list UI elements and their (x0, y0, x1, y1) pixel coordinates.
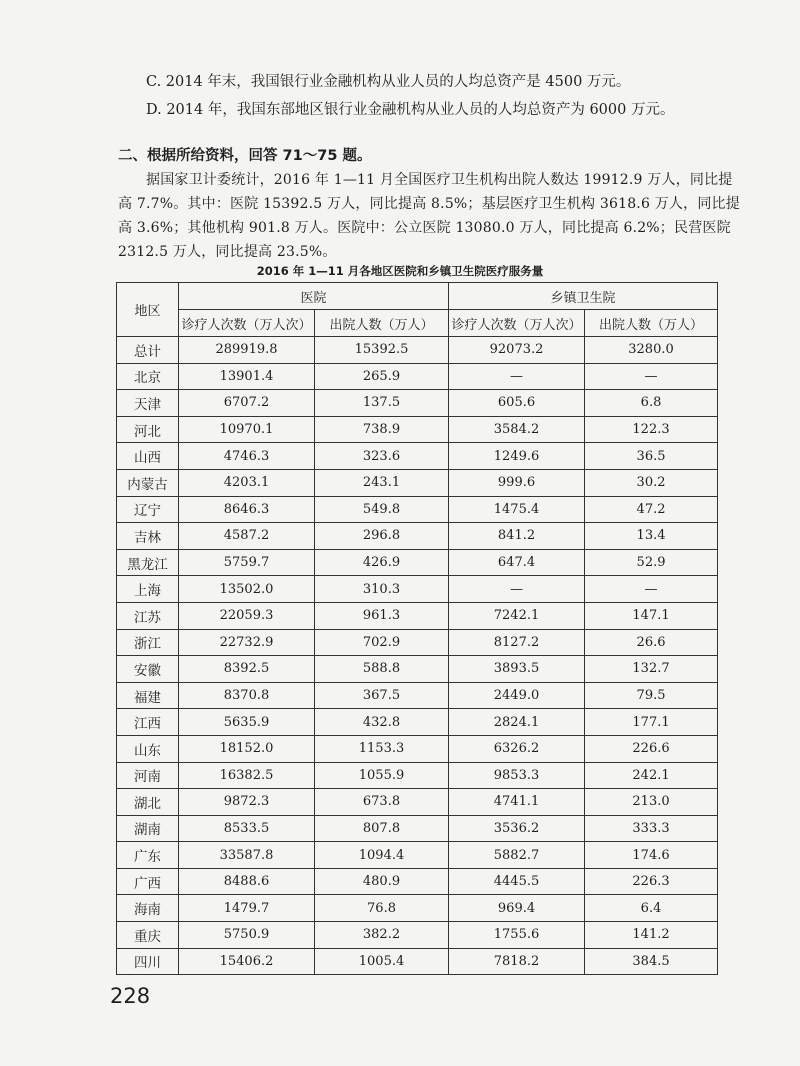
value-cell: 5750.9 (179, 922, 315, 949)
table-row (117, 735, 718, 762)
option-c: C. 2014 年末，我国银行业金融机构从业人员的人均总资产是 4500 万元。 (146, 74, 631, 90)
value-cell: 47.2 (585, 496, 718, 523)
value-cell: 807.8 (315, 815, 449, 842)
table-row (117, 602, 718, 629)
table-row (117, 842, 718, 869)
value-cell: 6707.2 (179, 390, 315, 417)
option-d: D. 2014 年，我国东部地区银行业金融机构从业人员的人均总资产为 6000 万元。 (146, 102, 675, 118)
value-cell: 3584.2 (449, 416, 585, 443)
page-number: 228 (110, 984, 151, 1008)
value-cell: 174.6 (585, 842, 718, 869)
value-cell: 969.4 (449, 895, 585, 922)
value-cell: 122.3 (585, 416, 718, 443)
table-row (117, 762, 718, 789)
value-cell: 289919.8 (179, 337, 315, 364)
value-cell: — (449, 576, 585, 603)
value-cell: 26.6 (585, 629, 718, 656)
value-cell: — (585, 576, 718, 603)
value-cell: — (585, 363, 718, 390)
table-row (117, 496, 718, 523)
value-cell: 16382.5 (179, 762, 315, 789)
value-cell: 33587.8 (179, 842, 315, 869)
table-row (117, 682, 718, 709)
value-cell: 1475.4 (449, 496, 585, 523)
value-cell: 8370.8 (179, 682, 315, 709)
region-cell: 辽宁 (117, 496, 179, 523)
table-body (117, 337, 718, 975)
value-cell: 4445.5 (449, 868, 585, 895)
value-cell: 243.1 (315, 469, 449, 496)
value-cell: 147.1 (585, 602, 718, 629)
table-row (117, 922, 718, 949)
table-row (117, 523, 718, 550)
value-cell: 6.4 (585, 895, 718, 922)
value-cell: 7242.1 (449, 602, 585, 629)
region-cell: 吉林 (117, 523, 179, 550)
value-cell: 4741.1 (449, 789, 585, 816)
table-row (117, 948, 718, 975)
medical-service-table (116, 282, 718, 975)
value-cell: 4203.1 (179, 469, 315, 496)
region-cell: 安徽 (117, 656, 179, 683)
value-cell: 5635.9 (179, 709, 315, 736)
township-group-header: 乡镇卫生院 (449, 283, 718, 310)
value-cell: 647.4 (449, 549, 585, 576)
value-cell: 9853.3 (449, 762, 585, 789)
value-cell: 673.8 (315, 789, 449, 816)
value-cell: 79.5 (585, 682, 718, 709)
value-cell: 13.4 (585, 523, 718, 550)
region-cell: 河北 (117, 416, 179, 443)
value-cell: 4746.3 (179, 443, 315, 470)
value-cell: 367.5 (315, 682, 449, 709)
column-header: 诊疗人次数（万人次） (449, 310, 585, 337)
value-cell: 999.6 (449, 469, 585, 496)
value-cell: 137.5 (315, 390, 449, 417)
region-cell: 山西 (117, 443, 179, 470)
value-cell: 310.3 (315, 576, 449, 603)
value-cell: 961.3 (315, 602, 449, 629)
value-cell: 5882.7 (449, 842, 585, 869)
region-header: 地区 (117, 283, 179, 337)
value-cell: 384.5 (585, 948, 718, 975)
value-cell: 296.8 (315, 523, 449, 550)
value-cell: 177.1 (585, 709, 718, 736)
value-cell: 8127.2 (449, 629, 585, 656)
value-cell: 382.2 (315, 922, 449, 949)
value-cell: 841.2 (449, 523, 585, 550)
value-cell: 242.1 (585, 762, 718, 789)
region-cell: 湖南 (117, 815, 179, 842)
paragraph-line: 高 7.7%。其中：医院 15392.5 万人，同比提高 8.5%；基层医疗卫生机构 3618.6 万人，同比提 (118, 196, 740, 212)
value-cell: 1094.4 (315, 842, 449, 869)
value-cell: 605.6 (449, 390, 585, 417)
region-cell: 广西 (117, 868, 179, 895)
region-cell: 河南 (117, 762, 179, 789)
value-cell: 323.6 (315, 443, 449, 470)
hospital-group-header: 医院 (179, 283, 449, 310)
value-cell: 15406.2 (179, 948, 315, 975)
value-cell: 2449.0 (449, 682, 585, 709)
region-cell: 总计 (117, 337, 179, 364)
value-cell: 22059.3 (179, 602, 315, 629)
table-row (117, 895, 718, 922)
table-row (117, 363, 718, 390)
value-cell: 3536.2 (449, 815, 585, 842)
value-cell: 141.2 (585, 922, 718, 949)
region-cell: 北京 (117, 363, 179, 390)
value-cell: 549.8 (315, 496, 449, 523)
region-cell: 内蒙古 (117, 469, 179, 496)
column-header: 出院人数（万人） (315, 310, 449, 337)
table-row (117, 337, 718, 364)
table-title: 2016 年 1—11 月各地区医院和乡镇卫生院医疗服务量 (256, 264, 544, 278)
region-cell: 江西 (117, 709, 179, 736)
region-cell: 山东 (117, 735, 179, 762)
region-cell: 浙江 (117, 629, 179, 656)
table-row (117, 549, 718, 576)
value-cell: 226.3 (585, 868, 718, 895)
value-cell: 8533.5 (179, 815, 315, 842)
table-row (117, 709, 718, 736)
region-cell: 江苏 (117, 602, 179, 629)
section-heading: 二、根据所给资料，回答 71～75 题。 (118, 148, 372, 164)
table-row (117, 390, 718, 417)
value-cell: 3893.5 (449, 656, 585, 683)
region-cell: 福建 (117, 682, 179, 709)
paragraph-line: 高 3.6%；其他机构 901.8 万人。医院中：公立医院 13080.0 万人，同比提高 6.2%；民营医院 (118, 220, 731, 236)
value-cell: 702.9 (315, 629, 449, 656)
value-cell: — (449, 363, 585, 390)
value-cell: 18152.0 (179, 735, 315, 762)
value-cell: 22732.9 (179, 629, 315, 656)
value-cell: 6326.2 (449, 735, 585, 762)
value-cell: 333.3 (585, 815, 718, 842)
table-row (117, 629, 718, 656)
value-cell: 588.8 (315, 656, 449, 683)
table-row (117, 469, 718, 496)
value-cell: 432.8 (315, 709, 449, 736)
value-cell: 13502.0 (179, 576, 315, 603)
paragraph-line: 据国家卫计委统计，2016 年 1—11 月全国医疗卫生机构出院人数达 19912.9 万人，同比提 (146, 172, 733, 188)
value-cell: 92073.2 (449, 337, 585, 364)
table-row (117, 443, 718, 470)
value-cell: 6.8 (585, 390, 718, 417)
value-cell: 76.8 (315, 895, 449, 922)
value-cell: 5759.7 (179, 549, 315, 576)
value-cell: 30.2 (585, 469, 718, 496)
table-row (117, 416, 718, 443)
region-cell: 上海 (117, 576, 179, 603)
region-cell: 湖北 (117, 789, 179, 816)
value-cell: 8646.3 (179, 496, 315, 523)
value-cell: 3280.0 (585, 337, 718, 364)
value-cell: 9872.3 (179, 789, 315, 816)
value-cell: 1153.3 (315, 735, 449, 762)
value-cell: 1249.6 (449, 443, 585, 470)
value-cell: 132.7 (585, 656, 718, 683)
value-cell: 15392.5 (315, 337, 449, 364)
region-cell: 海南 (117, 895, 179, 922)
table-row (117, 789, 718, 816)
column-header: 出院人数（万人） (585, 310, 718, 337)
region-cell: 天津 (117, 390, 179, 417)
region-cell: 四川 (117, 948, 179, 975)
table-row (117, 868, 718, 895)
column-header: 诊疗人次数（万人次） (179, 310, 315, 337)
paragraph-line: 2312.5 万人，同比提高 23.5%。 (118, 244, 337, 260)
value-cell: 226.6 (585, 735, 718, 762)
value-cell: 1479.7 (179, 895, 315, 922)
region-cell: 重庆 (117, 922, 179, 949)
value-cell: 7818.2 (449, 948, 585, 975)
value-cell: 52.9 (585, 549, 718, 576)
table-row (117, 576, 718, 603)
value-cell: 738.9 (315, 416, 449, 443)
value-cell: 480.9 (315, 868, 449, 895)
value-cell: 213.0 (585, 789, 718, 816)
value-cell: 4587.2 (179, 523, 315, 550)
value-cell: 2824.1 (449, 709, 585, 736)
value-cell: 10970.1 (179, 416, 315, 443)
table-row (117, 656, 718, 683)
value-cell: 1755.6 (449, 922, 585, 949)
region-cell: 黑龙江 (117, 549, 179, 576)
region-cell: 广东 (117, 842, 179, 869)
value-cell: 13901.4 (179, 363, 315, 390)
value-cell: 426.9 (315, 549, 449, 576)
value-cell: 8488.6 (179, 868, 315, 895)
value-cell: 1055.9 (315, 762, 449, 789)
value-cell: 265.9 (315, 363, 449, 390)
value-cell: 8392.5 (179, 656, 315, 683)
value-cell: 1005.4 (315, 948, 449, 975)
table-row (117, 815, 718, 842)
value-cell: 36.5 (585, 443, 718, 470)
